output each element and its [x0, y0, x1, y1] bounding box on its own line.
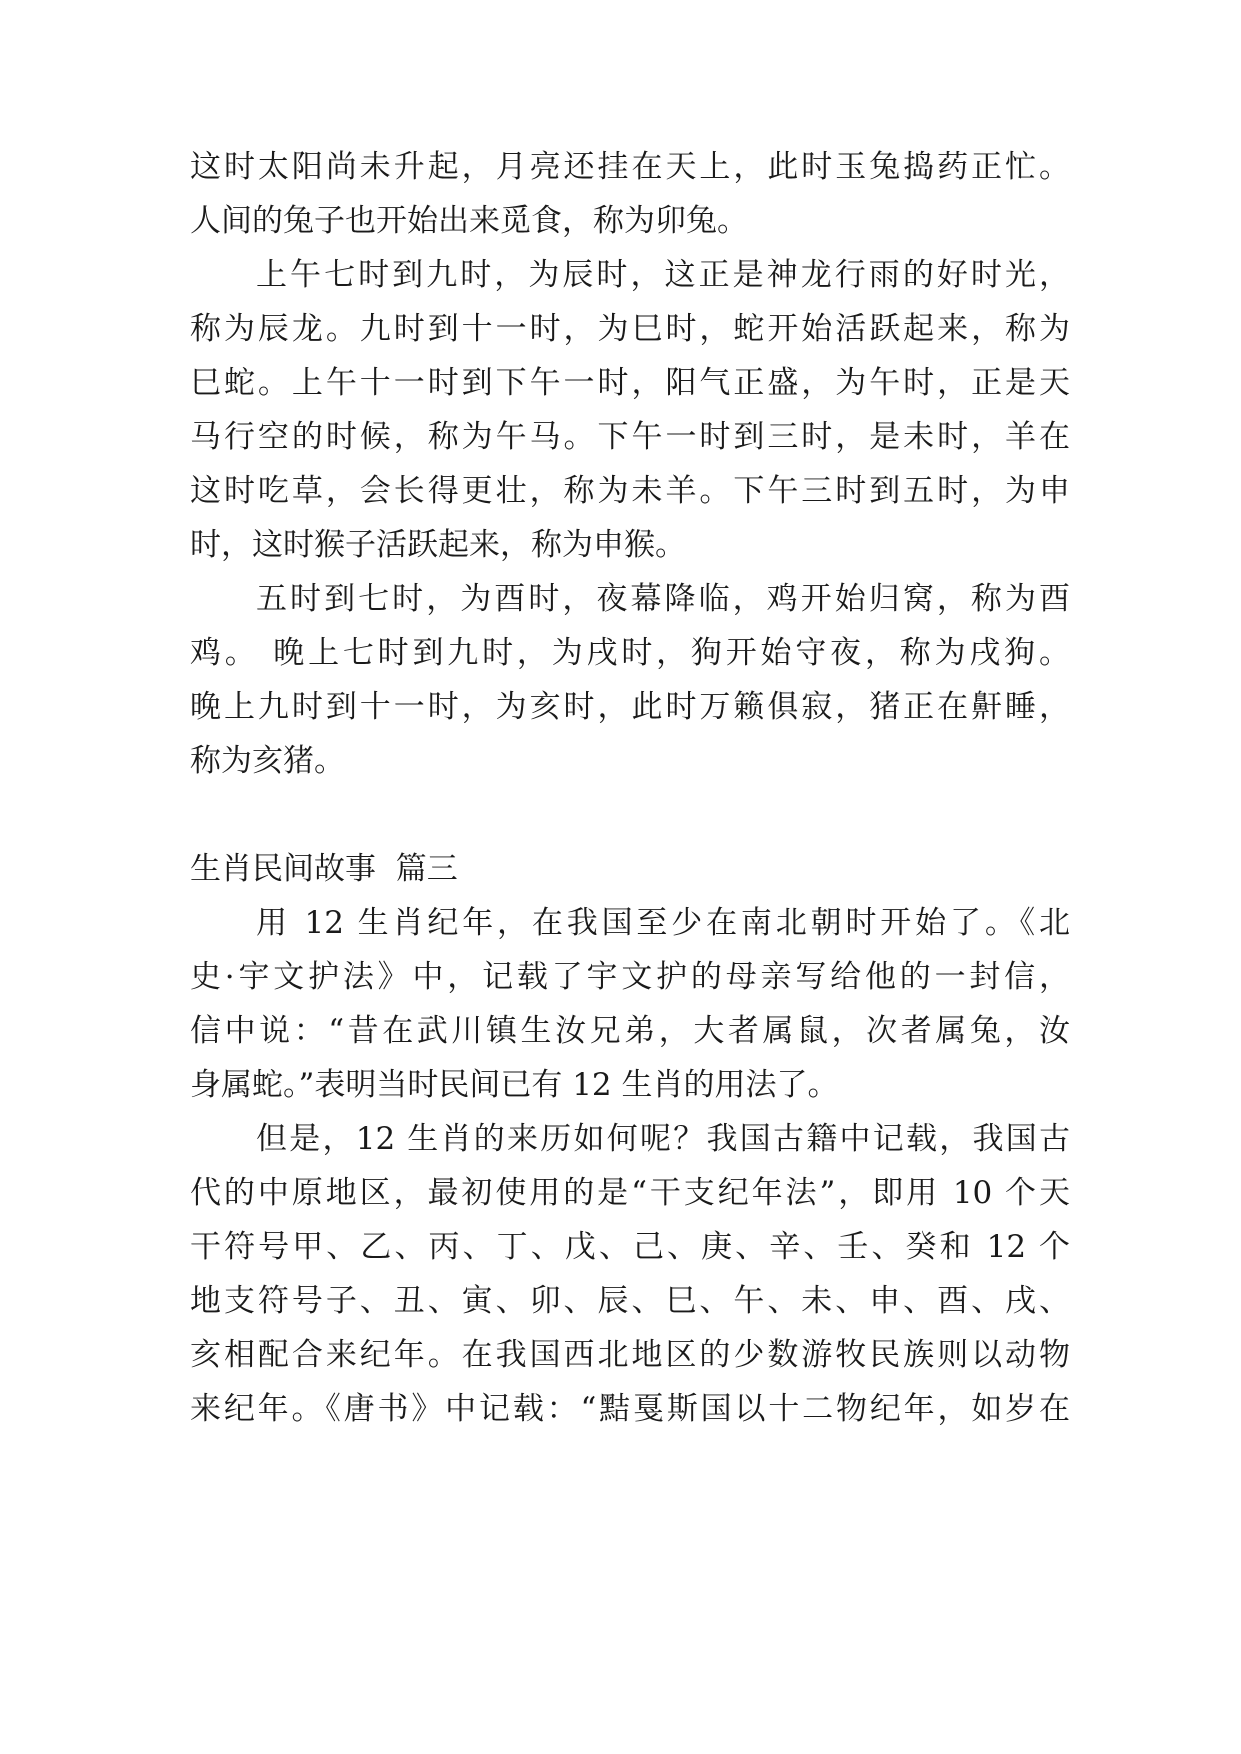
text-line: 称为亥猪。 [190, 743, 345, 779]
text-line: 身属蛇。”表明当时民间已有 12 生肖的用法了。 [190, 1067, 839, 1103]
text-line: 时，这时猴子活跃起来，称为申猴。 [190, 527, 686, 563]
text-line: 晚上九时到十一时，为亥时，此时万籁俱寂，猪正在鼾睡， [190, 689, 1070, 725]
section-heading: 生肖民间故事 篇三 [190, 851, 458, 887]
text-line: 人间的兔子也开始出来觅食，称为卯兔。 [190, 203, 748, 239]
text-line: 干符号甲、乙、丙、丁、戊、己、庚、辛、壬、癸和 12 个 [190, 1229, 1070, 1265]
text-line: 巳蛇。上午十一时到下午一时，阳气正盛，为午时，正是天 [190, 365, 1070, 401]
text-line: 代的中原地区，最初使用的是“干支纪年法”，即用 10 个天 [190, 1175, 1070, 1211]
text-line: 用 12 生肖纪年，在我国至少在南北朝时开始了。《北 [256, 905, 1070, 941]
text-line: 地支符号子、丑、寅、卯、辰、巳、午、未、申、酉、戌、 [190, 1283, 1070, 1319]
text-line: 这时吃草，会长得更壮，称为未羊。下午三时到五时，为申 [190, 473, 1070, 509]
text-line: 马行空的时候，称为午马。下午一时到三时，是未时，羊在 [190, 419, 1070, 455]
text-line: 这时太阳尚未升起，月亮还挂在天上，此时玉兔捣药正忙。 [190, 149, 1070, 185]
text-line: 信中说：“昔在武川镇生汝兄弟，大者属鼠，次者属兔，汝 [190, 1013, 1070, 1049]
text-line: 来纪年。《唐书》中记载：“黠戛斯国以十二物纪年，如岁在 [190, 1391, 1070, 1427]
text-line: 鸡。 晚上七时到九时，为戌时，狗开始守夜，称为戌狗。 [190, 635, 1070, 671]
text-line: 史·宇文护法》中，记载了宇文护的母亲写给他的一封信， [190, 959, 1070, 995]
text-line: 称为辰龙。九时到十一时，为巳时，蛇开始活跃起来，称为 [190, 311, 1070, 347]
text-line: 五时到七时，为酉时，夜幕降临，鸡开始归窝，称为酉 [256, 581, 1070, 617]
text-line: 亥相配合来纪年。在我国西北地区的少数游牧民族则以动物 [190, 1337, 1070, 1373]
text-line: 上午七时到九时，为辰时，这正是神龙行雨的好时光， [256, 257, 1070, 293]
text-line: 但是，12 生肖的来历如何呢？我国古籍中记载，我国古 [256, 1121, 1070, 1157]
